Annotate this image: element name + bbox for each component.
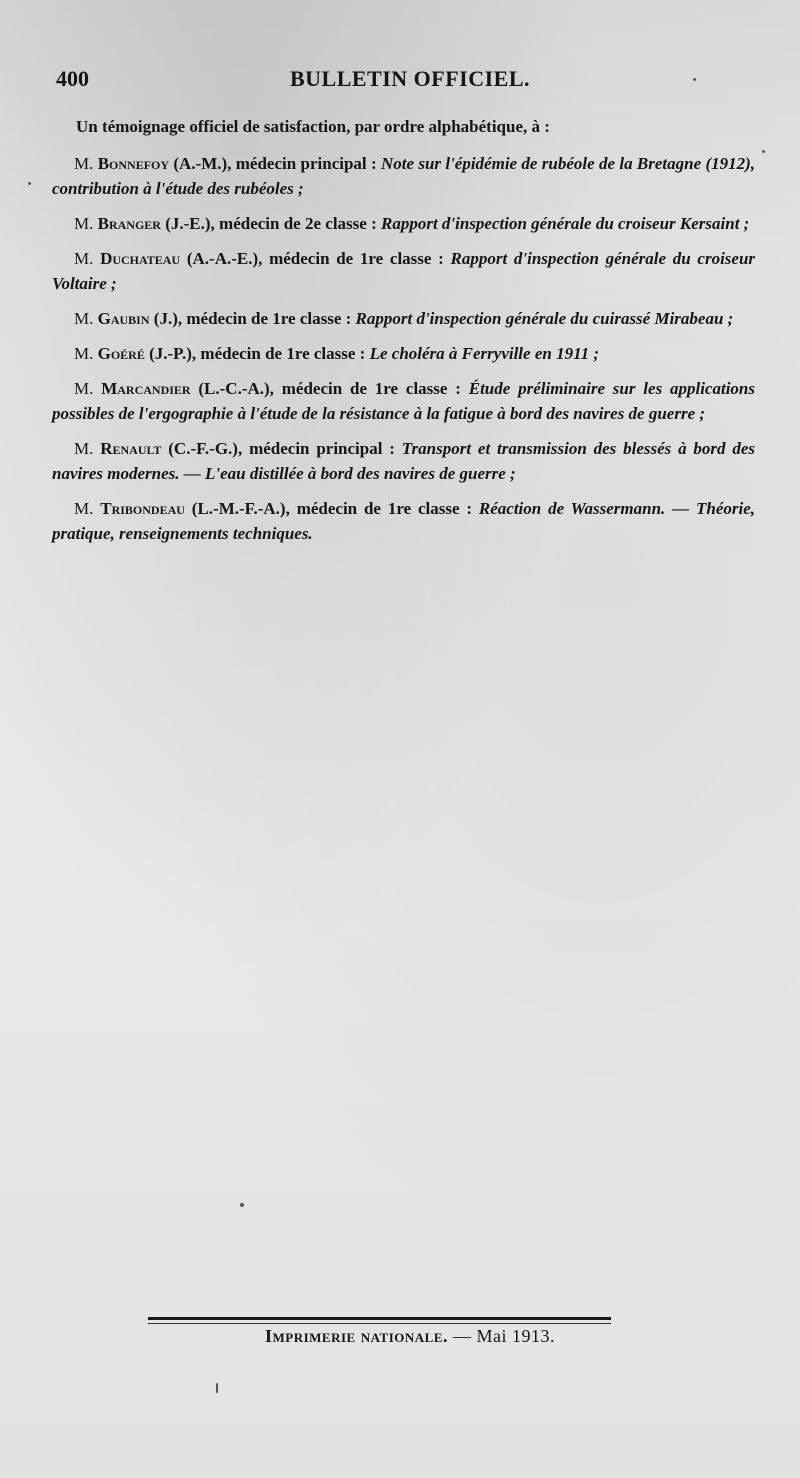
- entry-prefix: M.: [74, 344, 94, 363]
- entry-prefix: M.: [74, 214, 94, 233]
- recipient-name: Duchateau: [100, 249, 181, 268]
- recipient-rank: médecin de 1re classe :: [281, 379, 461, 398]
- commendation-entry: [52, 211, 755, 236]
- work-title: Rapport d'inspection générale du croiseur Voltaire ;: [52, 249, 756, 293]
- ink-speck: [216, 1383, 218, 1393]
- footer-rule-thin: [148, 1323, 611, 1324]
- imprint-date: Mai 1913.: [476, 1326, 555, 1346]
- recipient-initials: (C.-F.-G.),: [168, 439, 243, 458]
- commendation-entry: [52, 496, 755, 546]
- footer-rule: [148, 1317, 611, 1320]
- page-number: 400: [56, 66, 89, 91]
- recipient-initials: (A.-M.),: [173, 154, 232, 173]
- recipient-rank: médecin de 1re classe :: [296, 499, 473, 518]
- commendation-entry: [52, 341, 755, 366]
- entry-prefix: M.: [74, 379, 94, 398]
- recipient-name: Branger: [97, 214, 161, 233]
- recipient-rank: médecin de 2e classe :: [219, 214, 377, 233]
- ink-speck: [240, 1203, 244, 1207]
- recipient-rank: médecin principal :: [249, 439, 395, 458]
- entry-prefix: M.: [74, 499, 94, 518]
- intro-paragraph: Un témoignage officiel de satisfaction, par ordre alphabétique, à :: [76, 117, 550, 136]
- work-title: Rapport d'inspection générale du croiseur Kersaint ;: [380, 214, 750, 233]
- work-title: Le choléra à Ferryville en 1911 ;: [369, 344, 600, 363]
- imprint-line: [0, 1326, 800, 1347]
- recipient-initials: (J.-E.),: [165, 214, 215, 233]
- work-title: Rapport d'inspection générale du cuirassé Mirabeau ;: [355, 309, 734, 328]
- commendation-entry: [52, 151, 755, 201]
- recipient-name: Gaubin: [97, 309, 150, 328]
- recipient-initials: (J.-P.),: [149, 344, 197, 363]
- recipient-name: Marcandier: [101, 379, 191, 398]
- ink-speck: [28, 182, 31, 185]
- recipient-name: Tribondeau: [100, 499, 185, 518]
- running-head: BULLETIN OFFICIEL.: [289, 66, 531, 91]
- recipient-rank: médecin de 1re classe :: [269, 249, 444, 268]
- recipient-initials: (L.-C.-A.),: [198, 379, 274, 398]
- entry-prefix: M.: [74, 154, 94, 173]
- recipient-rank: médecin de 1re classe :: [186, 309, 352, 328]
- printer-name: Imprimerie nationale.: [265, 1326, 448, 1346]
- document-body: [52, 114, 755, 556]
- recipient-initials: (L.-M.-F.-A.),: [191, 499, 290, 518]
- work-title: Note sur l'épidémie de rubéole de la Bretagne (1912), contribution à l'étude des rubéoles ;: [52, 154, 756, 198]
- recipient-name: Bonnefoy: [97, 154, 170, 173]
- recipient-rank: médecin principal :: [235, 154, 377, 173]
- work-title: Réaction de Wassermann. — Théorie, pratique, renseignements techniques.: [52, 499, 756, 543]
- recipient-name: Goéré: [97, 344, 145, 363]
- entry-prefix: M.: [74, 249, 94, 268]
- work-title: Étude préliminaire sur les applications possibles de l'ergographie à l'étude de la résistance à la fatigue à bord des navires de guerre ;: [52, 379, 756, 423]
- commendation-list: [52, 151, 755, 546]
- work-title: Transport et transmission des blessés à bord des navires modernes. — L'eau distillée à bord des navires de guerre ;: [52, 439, 756, 483]
- recipient-rank: médecin de 1re classe :: [200, 344, 366, 363]
- recipient-name: Renault: [100, 439, 162, 458]
- commendation-entry: [52, 436, 755, 486]
- imprint-separator: —: [453, 1326, 472, 1346]
- entry-prefix: M.: [74, 439, 94, 458]
- commendation-entry: [52, 246, 755, 296]
- recipient-initials: (J.),: [153, 309, 183, 328]
- ink-speck: [762, 150, 765, 153]
- commendation-entry: [52, 306, 755, 331]
- recipient-initials: (A.-A.-E.),: [186, 249, 263, 268]
- entry-prefix: M.: [74, 309, 94, 328]
- commendation-entry: [52, 376, 755, 426]
